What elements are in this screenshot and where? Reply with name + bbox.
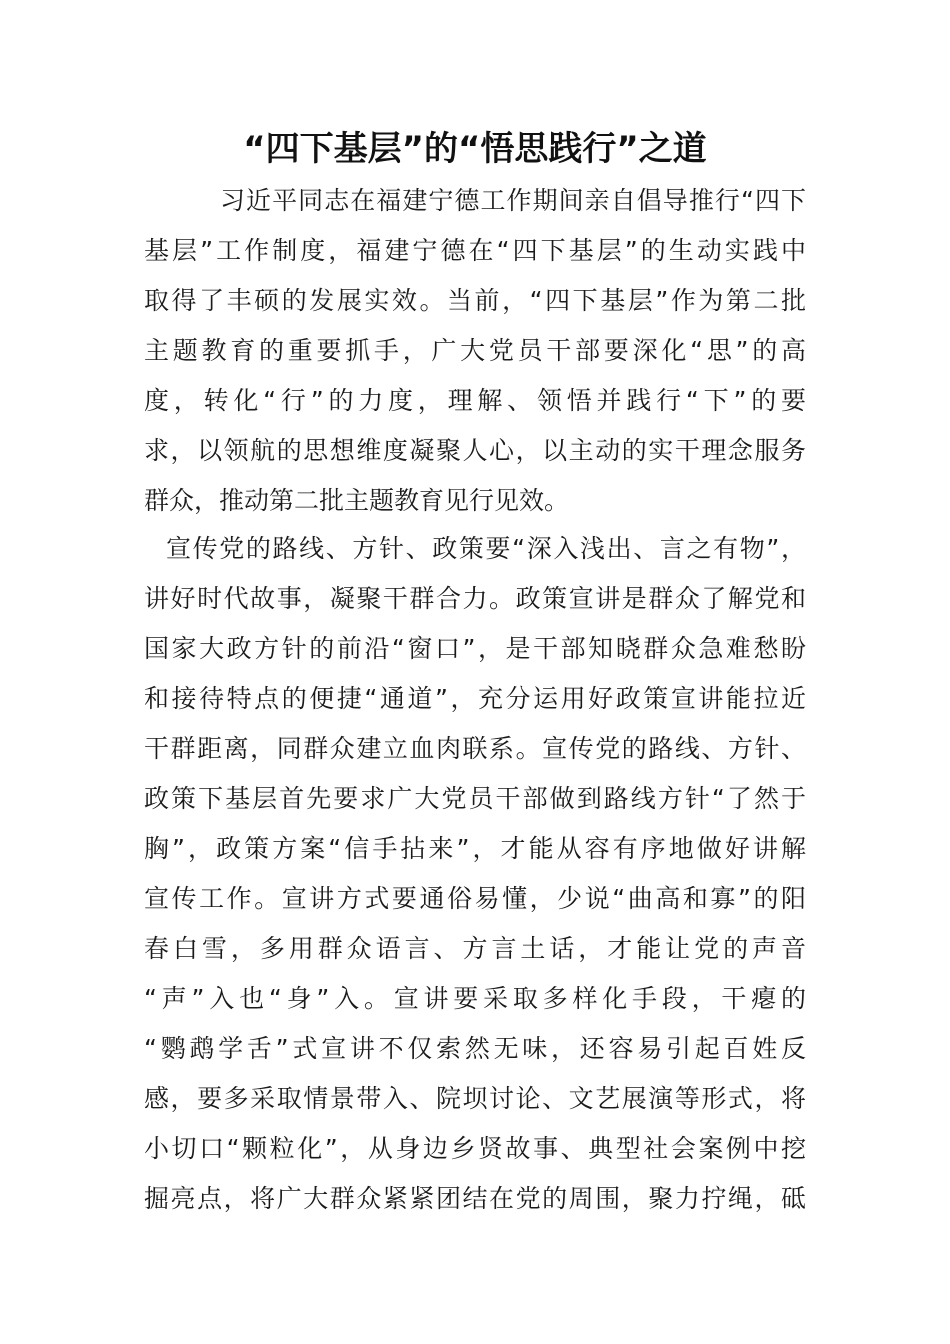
body-line: 干群距离，同群众建立血肉联系。宣传党的路线、方针、 [144,734,806,763]
body-line: 掘亮点，将广大群众紧紧团结在党的周围，聚力拧绳，砥 [144,1184,806,1213]
body-line: “鹦鹉学舌”式宣讲不仅索然无味，还容易引起百姓反 [144,1034,806,1063]
body-line: 宣传工作。宣讲方式要通俗易懂，少说“曲高和寡”的阳 [144,884,806,913]
body-line: 习近平同志在福建宁德工作期间亲自倡导推行“四下 [220,186,806,215]
body-line: 和接待特点的便捷“通道”，充分运用好政策宣讲能拉近 [144,684,806,713]
body-line: 感，要多采取情景带入、院坝讨论、文艺展演等形式，将 [144,1084,806,1113]
body-line: 群众，推动第二批主题教育见行见效。 [144,486,570,515]
body-line: 政策下基层首先要求广大党员干部做到路线方针“了然于 [144,784,806,813]
body-line: 春白雪，多用群众语言、方言土话，才能让党的声音 [144,934,806,963]
body-line: 讲好时代故事，凝聚干群合力。政策宣讲是群众了解党和 [144,584,806,613]
body-line: 国家大政方针的前沿“窗口”，是干部知晓群众急难愁盼 [144,634,806,663]
body-line: 胸”，政策方案“信手拈来”，才能从容有序地做好讲解 [144,834,806,863]
body-line: 主题教育的重要抓手，广大党员干部要深化“思”的高 [144,336,806,365]
body-line: “声”入也“身”入。宣讲要采取多样化手段，干瘪的 [144,984,806,1013]
body-line: 求，以领航的思想维度凝聚人心，以主动的实干理念服务 [144,436,806,465]
body-line: 度，转化“行”的力度，理解、领悟并践行“下”的要 [144,386,806,415]
document-title: “四下基层”的“悟思践行”之道 [243,129,707,169]
body-line: 宣传党的路线、方针、政策要“深入浅出、言之有物”， [166,534,806,563]
body-line: 小切口“颗粒化”，从身边乡贤故事、典型社会案例中挖 [144,1134,806,1163]
body-line: 基层”工作制度，福建宁德在“四下基层”的生动实践中 [144,236,806,265]
body-line: 取得了丰硕的发展实效。当前，“四下基层”作为第二批 [144,286,806,315]
